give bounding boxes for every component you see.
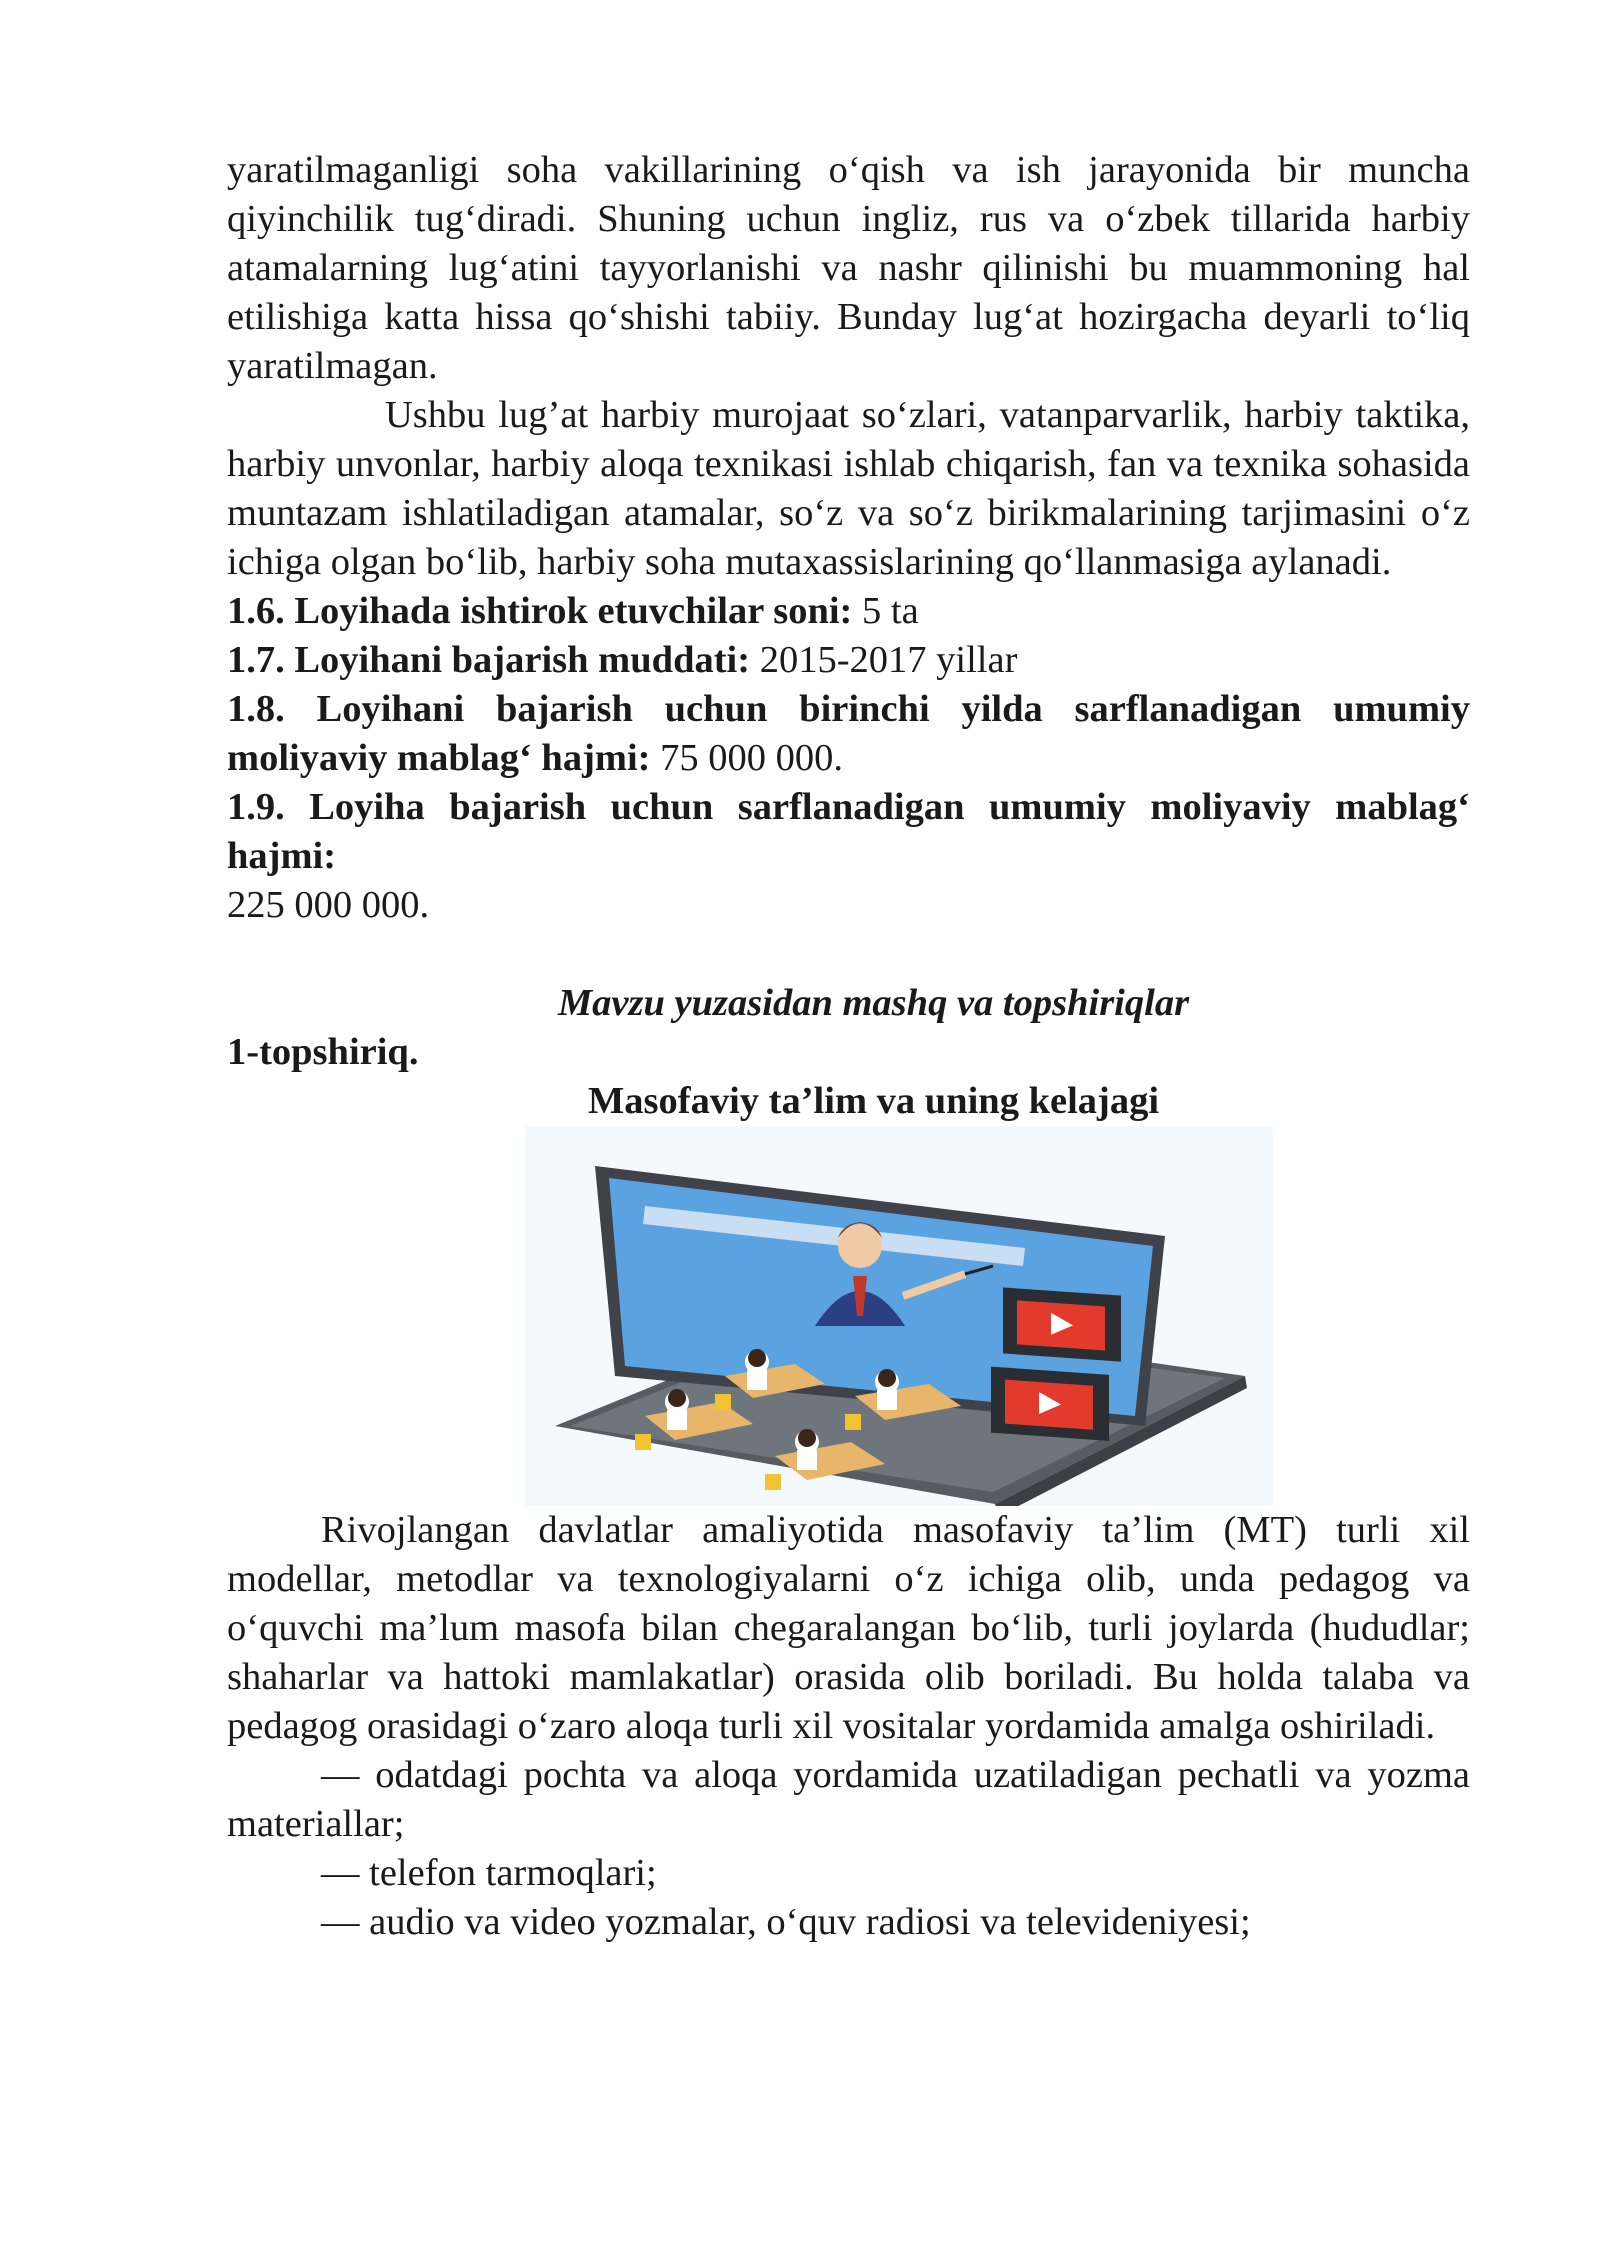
item-1-8 (227, 685, 1470, 783)
bullet-1: — odatdagi pochta va aloqa yordamida uzatiladigan pechatli va yozma materiallar; (227, 1754, 1470, 1845)
item-value: 75 000 000. (650, 737, 843, 779)
body-paragraph-1: Rivojlangan davlatlar amaliyotida masofaviy ta’lim (MT) turli xil modellar, metodlar va texnologiyalarni o‘z ichiga olib, unda pedagog va o‘quvchi ma’lum masofa bilan chegaralangan bo‘lib, turli joylarda (hududlar; shaharlar va hattoki mamlakatlar) orasida olib boriladi. Bu holda talaba va pedagog orasidagi o‘zaro aloqa turli xil vositalar yordamida amalga oshiriladi. (227, 1509, 1470, 1747)
bullet-2: — telefon tarmoqlari; (321, 1852, 657, 1894)
task-title: Masofaviy ta’lim va uning kelajagi (587, 1080, 1160, 1122)
item-label: 1.6. Loyihada ishtirok etuvchilar soni: (227, 590, 853, 632)
item-value: 5 ta (852, 590, 919, 632)
item-1-6 (227, 587, 1470, 636)
laptop-lesson-illustration (525, 1126, 1273, 1506)
task-label: 1-topshiriq. (227, 1031, 419, 1073)
item-label: 1.7. Loyihani bajarish muddati: (227, 639, 751, 681)
item-label: 1.8. Loyihani bajarish uchun birinchi yilda sarflanadigan umumiy moliyaviy mablag‘ hajmi: (227, 688, 1470, 779)
intro-paragraph-2: Ushbu lug’at harbiy murojaat so‘zlari, vatanparvarlik, harbiy taktika, harbiy unvonlar, harbiy aloqa texnikasi ishlab chiqarish, fan va texnika sohasida muntazam ishlatiladigan atamalar, so‘z va so‘z birikmalarining tarjimasini o‘z ichiga olgan bo‘lib, harbiy soha mutaxassislarining qo‘llanmasiga aylanadi. (227, 394, 1470, 583)
bullet-3: — audio va video yozmalar, o‘quv radiosi va televideniyesi; (321, 1901, 1251, 1943)
laptop-online-lesson-icon (525, 1126, 1273, 1506)
document-page (227, 146, 1470, 1947)
item-1-9 (227, 783, 1470, 881)
item-label: 1.9. Loyiha bajarish uchun sarflanadigan umumiy moliyaviy mablag‘ hajmi: (227, 786, 1470, 877)
intro-paragraph-1: yaratilmaganligi soha vakillarining o‘qish va ish jarayonida bir muncha qiyinchilik tug‘diradi. Shuning uchun ingliz, rus va o‘zbek tillarida harbiy atamalarning lug‘atini tayyorlanishi va nashr qilinishi bu muammoning hal etilishiga katta hissa qo‘shishi tabiiy. Bunday lug‘at hozirgacha deyarli to‘liq yaratilmagan. (227, 149, 1470, 387)
item-value: 2015-2017 yillar (750, 639, 1018, 681)
item-1-9-value: 225 000 000. (227, 884, 430, 926)
section-title: Mavzu yuzasidan mashq va topshiriqlar (557, 982, 1190, 1024)
item-1-7 (227, 636, 1470, 685)
